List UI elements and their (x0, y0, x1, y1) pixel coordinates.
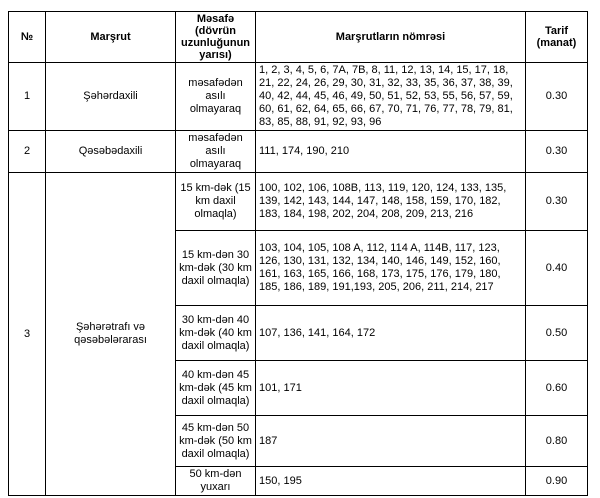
cell-route: Şəhərdaxili (46, 63, 176, 131)
cell-route-numbers: 1, 2, 3, 4, 5, 6, 7A, 7B, 8, 11, 12, 13, 14, 15, 17, 18, 21, 22, 24, 26, 29, 30, 31, 32, 33, 35, 36, 37, 38, 39, 40, 42, 44, 45, 46, 49, 50, 51, 52, 53, 55, 56, 57, 59, 60, 61, 62, 64, 65, 66, 67, 70, 71, 76, 77, 78, 79, 81, 83, 85, 88, 91, 92, 93, 96 (256, 63, 526, 131)
cell-route: Qəsəbədaxili (46, 131, 176, 173)
cell-distance: 40 km-dən 45 km-dək (45 km daxil olmaqla) (176, 361, 256, 416)
cell-no: 1 (9, 63, 46, 131)
cell-distance: 15 km-dək (15 km daxil olmaqla) (176, 173, 256, 231)
header-row (9, 12, 588, 63)
cell-distance: məsafədən asılı olmayaraq (176, 63, 256, 131)
cell-no: 2 (9, 131, 46, 173)
col-header-route-numbers: Marşrutların nömrəsi (256, 12, 526, 63)
tariff-table (8, 11, 588, 496)
cell-route-numbers: 107, 136, 141, 164, 172 (256, 306, 526, 361)
cell-tariff: 0.30 (526, 173, 588, 231)
cell-no: 3 (9, 173, 46, 496)
table-row-qesebedaxili (9, 131, 588, 173)
cell-tariff: 0.80 (526, 416, 588, 467)
cell-route-numbers: 187 (256, 416, 526, 467)
cell-tariff: 0.30 (526, 63, 588, 131)
col-header-no: № (9, 12, 46, 63)
cell-distance: məsafədən asılı olmayaraq (176, 131, 256, 173)
cell-route: Şəhərətrafı və qəsəbələrarası (46, 173, 176, 496)
cell-tariff: 0.60 (526, 361, 588, 416)
cell-route-numbers: 100, 102, 106, 108B, 113, 119, 120, 124, 133, 135, 139, 142, 143, 144, 147, 148, 158, 159, 170, 182, 183, 184, 198, 202, 204, 208, 209, 213, 216 (256, 173, 526, 231)
col-header-distance: Məsafə (dövrün uzunluğunun yarısı) (176, 12, 256, 63)
col-header-route: Marşrut (46, 12, 176, 63)
cell-tariff: 0.90 (526, 467, 588, 496)
cell-distance: 15 km-dən 30 km-dək (30 km daxil olmaqla) (176, 231, 256, 306)
cell-route-numbers: 150, 195 (256, 467, 526, 496)
cell-route-numbers: 111, 174, 190, 210 (256, 131, 526, 173)
cell-distance: 50 km-dən yuxarı (176, 467, 256, 496)
col-header-tariff: Tarif (manat) (526, 12, 588, 63)
cell-tariff: 0.30 (526, 131, 588, 173)
table-row-seheretrafi-sub1 (9, 173, 588, 231)
table-row-seherdaxili (9, 63, 588, 131)
cell-tariff: 0.50 (526, 306, 588, 361)
cell-distance: 45 km-dən 50 km-dək (50 km daxil olmaqla) (176, 416, 256, 467)
cell-route-numbers: 101, 171 (256, 361, 526, 416)
cell-distance: 30 km-dən 40 km-dək (40 km daxil olmaqla) (176, 306, 256, 361)
cell-tariff: 0.40 (526, 231, 588, 306)
cell-route-numbers: 103, 104, 105, 108 A, 112, 114 A, 114B, 117, 123, 126, 130, 131, 132, 134, 140, 146, 149, 152, 160, 161, 163, 165, 166, 168, 173, 175, 176, 179, 180, 185, 186, 189, 191,193, 205, 206, 211, 214, 217 (256, 231, 526, 306)
tariff-table-container (8, 11, 588, 496)
